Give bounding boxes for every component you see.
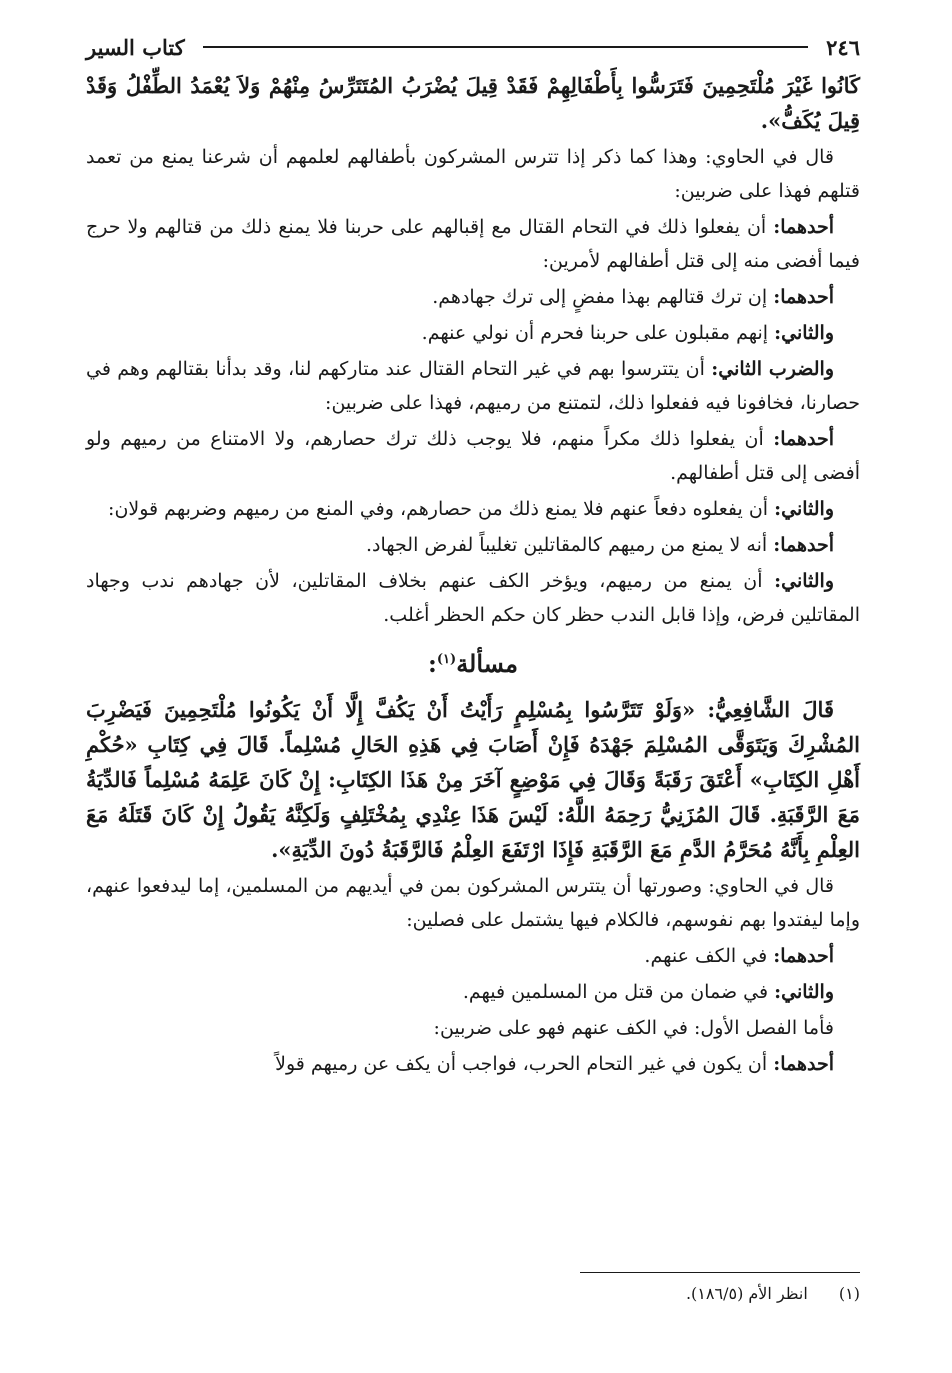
- paragraph: [86, 528, 860, 562]
- body-text-part2: [86, 692, 860, 1081]
- footnote-number: (١): [838, 1284, 860, 1303]
- paragraph-text: قال في الحاوي: وصورتها أن يتترس المشركون بمن في أيديهم من المسلمين، إما ليدفعوا عنهم، وإما ليفتدوا بهم نفوسهم، فالكلام فيها يشتمل على فصلين:: [86, 875, 860, 931]
- section-colon: :: [428, 649, 437, 678]
- footnote: [86, 1280, 860, 1308]
- paragraph-lead: أحدهما:: [773, 216, 834, 238]
- paragraph: [86, 68, 860, 138]
- section-title-text: مسألة: [456, 649, 518, 678]
- paragraph-lead: أحدهما:: [773, 428, 834, 450]
- paragraph: [86, 140, 860, 208]
- paragraph-lead: أحدهما:: [773, 534, 834, 556]
- paragraph-text: قَالَ الشَّافِعِيُّ: «وَلَوْ تَتَرَّسُوا بِمُسْلِمٍ رَأَيْتُ أَنْ يَكُفَّ إِلَّا أَنْ يَكُونُوا مُلْتَحِمِينَ فَيَضْرِبَ المُشْرِكَ وَيَتَوَقَّى المُسْلِمَ جَهْدَهُ فَإِنْ أَصَابَ فِي هَذِهِ الحَالِ مُسْلِماً. قَالَ فِي كِتَابِ «حُكْمِ أَهْلِ الكِتَابِ» أَعْتَقَ رَقَبَةً وَقَالَ فِي مَوْضِعٍ آخَرَ مِنْ هَذَا الكِتَابِ: إِنْ كَانَ عَلِمَهُ مُسْلِماً فَالدِّيَةُ مَعَ الرَّقَبَةِ. قَالَ المُزَنِيُّ رَحِمَهُ اللَّهُ: لَيْسَ هَذَا عِنْدِي بِمُخْتَلِفٍ وَلَكِنَّهُ يَقُولُ إِنْ كَانَ قَتَلَهُ مَعَ العِلْمِ بِأَنَّهُ مُحَرَّمُ الدَّمِ مَعَ الرَّقَبَةِ فَإِذَا ارْتَفَعَ العِلْمُ فَالرَّقَبَةُ دُونَ الدِّيَةِ».: [86, 697, 860, 862]
- paragraph-lead: والثاني:: [774, 498, 834, 520]
- paragraph-lead: والثاني:: [774, 981, 834, 1003]
- footnote-divider: [580, 1272, 860, 1273]
- paragraph: [86, 975, 860, 1009]
- footnote-text: انظر الأم (١٨٦/٥).: [685, 1284, 808, 1303]
- paragraph-lead: والثاني:: [774, 322, 834, 344]
- header-rule: [203, 46, 808, 48]
- paragraph: [86, 564, 860, 632]
- paragraph-text: أن يفعلوا ذلك في التحام القتال مع إقبالهم على حربنا فلا يمنع ذلك من قتالهم ولا حرج فيما أفضى منه إلى قتل أطفالهم لأمرين:: [86, 216, 860, 272]
- paragraph: [86, 210, 860, 278]
- paragraph: [86, 422, 860, 490]
- paragraph-lead: أحدهما:: [773, 286, 834, 308]
- paragraph-text: إنهم مقبلون على حربنا فحرم أن نولي عنهم.: [421, 322, 775, 344]
- page-number: ٢٤٦: [826, 34, 860, 60]
- paragraph-text: أن يفعلوه دفعاً عنهم فلا يمنع ذلك من حصارهم، وفي المنع من رميهم وضربهم قولان:: [108, 498, 775, 520]
- paragraph-text: فأما الفصل الأول: في الكف عنهم فهو على ضربين:: [433, 1017, 834, 1039]
- paragraph: [86, 939, 860, 973]
- paragraph-text: أنه لا يمنع من رميهم كالمقاتلين تغليباً لفرض الجهاد.: [365, 534, 774, 556]
- paragraph-text: أن يكون في غير التحام الحرب، فواجب أن يكف عن رميهم قولاً: [275, 1053, 774, 1075]
- paragraph: [86, 692, 860, 867]
- paragraph: [86, 492, 860, 526]
- paragraph-lead: أحدهما:: [773, 945, 834, 967]
- paragraph-text: إن ترك قتالهم بهذا مفضٍ إلى ترك جهادهم.: [432, 286, 774, 308]
- paragraph: [86, 280, 860, 314]
- paragraph-text: قال في الحاوي: وهذا كما ذكر إذا تترس المشركون بأطفالهم لعلمهم أن شرعنا يمنع من تعمد قتلهم فهذا على ضربين:: [86, 146, 860, 202]
- paragraph-lead: والضرب الثاني:: [711, 358, 834, 380]
- paragraph-text: في الكف عنهم.: [644, 945, 774, 967]
- paragraph-text: أن يفعلوا ذلك مكراً منهم، فلا يوجب ذلك ترك حصارهم، ولا الامتناع من رميهم ولو أفضى إلى قتل أطفالهم.: [86, 428, 860, 484]
- body-text-part1: [86, 68, 860, 632]
- paragraph: [86, 869, 860, 937]
- page-header: [86, 30, 860, 64]
- section-heading: [86, 638, 860, 686]
- paragraph: [86, 1011, 860, 1045]
- paragraph-text: أن يمنع من رميهم، ويؤخر الكف عنهم بخلاف المقاتلين، لأن جهادهم ندب وجهاد المقاتلين فرض، وإذا قابل الندب حظر كان حكم الحظر أغلب.: [86, 570, 860, 626]
- running-title: كتاب السير: [86, 34, 185, 60]
- paragraph-lead: والثاني:: [774, 570, 834, 592]
- paragraph-text: كَانُوا غَيْرَ مُلْتَحِمِينَ فَتَرَسُّوا بِأَطْفَالِهِمْ فَقَدْ قِيلَ يُضْرَبُ المُتَتَرِّسُ مِنْهُمْ وَلاَ يُعْمَدُ الطِّفْلُ وَقَدْ قِيلَ يُكَفُّ».: [86, 73, 860, 133]
- paragraph-text: في ضمان من قتل من المسلمين فيهم.: [462, 981, 775, 1003]
- paragraph: [86, 1047, 860, 1081]
- footnote-reference: (١): [436, 652, 457, 667]
- paragraph-text: أن يتترسوا بهم في غير التحام القتال عند متاركهم لنا، وقد بدأنا بقتالهم وهم في حصارنا، فخافونا فيه ففعلوا ذلك، لتمتنع من رميهم، فهذا على ضربين:: [86, 358, 860, 414]
- paragraph-lead: أحدهما:: [773, 1053, 834, 1075]
- paragraph: [86, 352, 860, 420]
- paragraph: [86, 316, 860, 350]
